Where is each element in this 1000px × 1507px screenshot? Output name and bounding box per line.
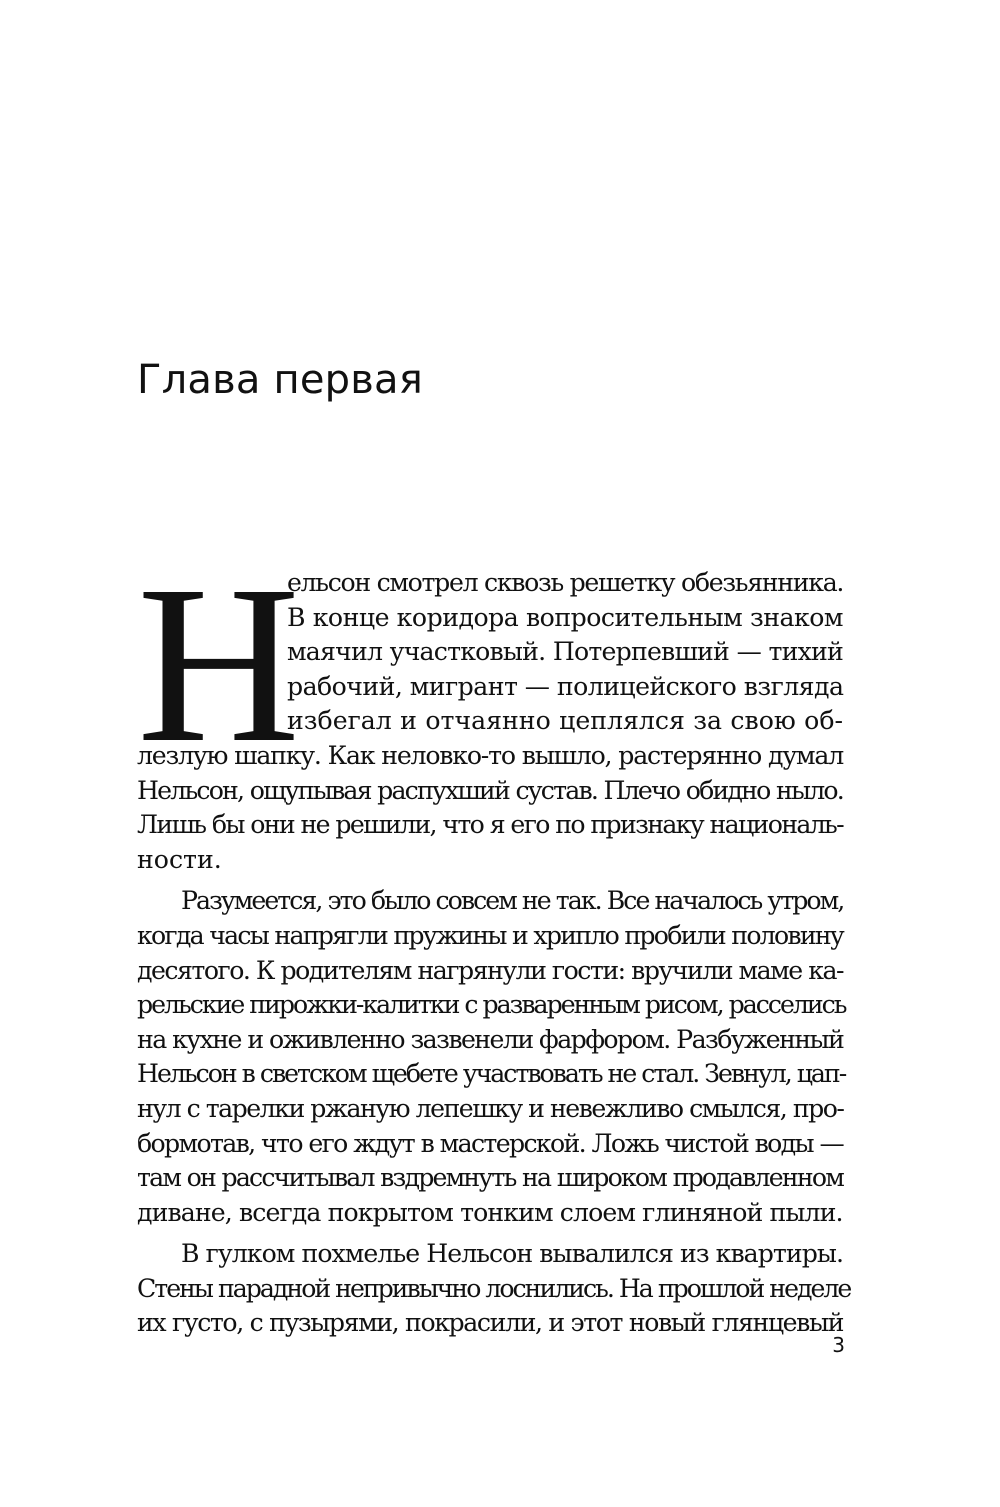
text-line: ности. (137, 844, 222, 874)
text-line: Разумеется, это было совсем не так. Все началось утром, (181, 886, 844, 916)
text-line: десятого. К родителям нагрянули гости: вручили маме ка- (137, 955, 843, 985)
text-line: лезлую шапку. Как неловко-то вышло, растерянно думал (137, 740, 843, 770)
text-line: маячил участковый. Потерпевший — тихий (287, 637, 843, 667)
drop-cap-letter: Н (137, 539, 301, 789)
text-line: избегал и отчаянно цеплялся за свою об- (287, 706, 843, 736)
text-line: там он рассчитывал вздремнуть на широком продавленном (137, 1163, 843, 1193)
text-line: ельсон смотрел сквозь решетку обезьянника. (287, 568, 844, 597)
text-line: нул с тарелки ржаную лепешку и невежливо смылся, про- (137, 1093, 844, 1123)
text-line: диване, всегда покрытом тонким слоем глиняной пыли. (137, 1197, 843, 1227)
page-number: 3 (832, 1333, 845, 1357)
text-line: их густо, с пузырями, покрасили, и этот новый глянцевый (137, 1308, 843, 1338)
text-line: рельские пирожки-калитки с разваренным рисом, расселись (137, 990, 846, 1020)
text-line: Нельсон в светском щебете участвовать не стал. Зевнул, цап- (137, 1059, 846, 1089)
text-line: бормотав, что его ждут в мастерской. Ложь чистой воды — (137, 1128, 843, 1158)
text-line: В конце коридора вопросительным знаком (287, 602, 843, 632)
text-line: рабочий, мигрант — полицейского взгляда (287, 671, 844, 701)
text-line: В гулком похмелье Нельсон вывалился из квартиры. (181, 1239, 844, 1269)
text-line: на кухне и оживленно зазвенели фарфором. Разбуженный (137, 1024, 844, 1054)
paragraph-3 (137, 1237, 851, 1341)
text-line: когда часы напрягли пружины и хрипло пробили половину (137, 920, 843, 950)
drop-cap (137, 539, 301, 789)
chapter-text (137, 539, 851, 1348)
text-line: Лишь бы они не решили, что я его по признаку националь- (137, 810, 843, 840)
text-line: Стены парадной непривычно лоснились. На прошлой неделе (137, 1273, 851, 1303)
text-line: Нельсон, ощупывая распухший сустав. Плечо обидно ныло. (137, 775, 843, 805)
paragraph-2 (137, 884, 846, 1230)
chapter-title: Глава первая (137, 357, 423, 403)
